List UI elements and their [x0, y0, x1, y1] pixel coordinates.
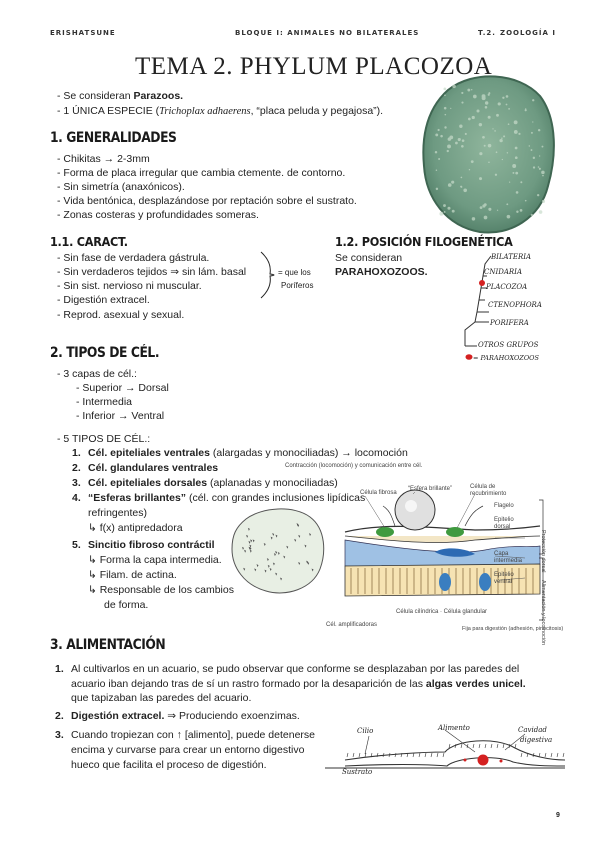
list-item: - Sin fase de verdadera gástrula.: [57, 252, 210, 264]
figure-label: Cilio: [357, 727, 374, 735]
diagram-label: Flagelo: [494, 503, 514, 509]
list-item: - Sin sist. nervioso ni muscular.: [57, 280, 202, 292]
list-item: - Vida bentónica, desplazándose por reptación sobre el sustrato.: [57, 195, 357, 207]
diagram-label: Célula de recubrimiento: [470, 484, 507, 497]
cell-type-desc: refringentes): [88, 507, 147, 519]
intro-text: - 1 ÚNICA ESPECIE (: [57, 105, 160, 117]
section-heading-caract: 1.1. CARACT.: [50, 234, 128, 249]
cell-type: “Esferas brillantes”: [88, 492, 187, 504]
diagram-label: Fija para digestión (adhesión, pinocitosis): [462, 626, 564, 632]
marker-icon: [466, 354, 473, 360]
paragraph-text: encima y curvarse para crear un entorno digestivo: [71, 744, 305, 756]
list-item: - Intermedia: [76, 396, 133, 408]
diagram-label: Epitelio ventral: [494, 572, 514, 585]
paragraph-text: que tapizaban las paredes del acuario.: [71, 692, 252, 704]
paragraph-text: acuario iban dejando tras de sí un rastro formado por la desaparición de las: [71, 678, 426, 690]
tree-label: CTENOPHORA: [488, 301, 542, 309]
brace-note: = que los: [278, 268, 311, 277]
diagram-label: Célula fibrosa: [360, 490, 397, 496]
trichoplax-sketch: [228, 505, 328, 597]
diagram-label: Alimentación y locomoción: [540, 580, 546, 646]
paragraph-text: Cuando tropiezan con ↑ [alimento], puede detenerse: [71, 729, 315, 741]
list-item: - 5 TIPOS DE CÉL.:: [57, 433, 151, 445]
list-item: - Digestión extracel.: [57, 294, 150, 306]
cell-type: Cél. glandulares ventrales: [88, 462, 219, 474]
diagram-label: “Esfera brillante”: [408, 486, 453, 492]
sub-item: ↳ f(x) antipredadora: [88, 522, 183, 534]
tree-label: OTROS GRUPOS: [478, 341, 539, 349]
paragraph-bold: algas verdes unicel.: [425, 678, 526, 690]
intro-parazoos: Parazoos.: [133, 90, 184, 102]
diagram-label: Cél. amplificadoras: [326, 622, 378, 628]
diagram-label: Célula cilíndrica · Célula glandular: [396, 609, 488, 615]
sub-item: de forma.: [104, 599, 149, 611]
section-heading-generalidades: 1. GENERALIDADES: [50, 130, 177, 146]
intro-text: - Se consideran: [57, 90, 134, 102]
tree-label: BILATERIA: [491, 253, 532, 261]
cell-type: Cél. epiteliales dorsales: [88, 477, 208, 489]
header-block: BLOQUE I: ANIMALES NO BILATERALES: [235, 29, 420, 37]
cell-type: Sincitio fibroso contráctil: [88, 539, 215, 551]
diagram-label: Protección dorsal: [540, 530, 546, 573]
intro-text: , “placa peluda y pegajosa”).: [250, 105, 384, 117]
list-item: - Reprod. asexual y sexual.: [57, 309, 185, 321]
sub-item: ↳ Forma la capa intermedia.: [88, 554, 222, 566]
header-subject: ZOOLOGÍA I: [500, 29, 556, 37]
list-item: - 3 capas de cél.:: [57, 368, 137, 380]
page-title: TEMA 2. PHYLUM PLACOZOA: [135, 53, 493, 80]
trichoplax-photo: [418, 68, 558, 238]
list-item: - Inferior → Ventral: [76, 410, 165, 422]
tree-label: PORIFERA: [490, 319, 529, 327]
diagram-label: Contracción (locomoción) y comunicación entre cél.: [285, 463, 423, 469]
species-name: Trichoplax adhaerens: [159, 106, 251, 117]
figure-label: Alimento: [438, 724, 470, 732]
phylo-text: Se consideran: [335, 252, 403, 264]
tree-label: CNIDARIA: [484, 268, 523, 276]
header-topic: T.2.: [478, 29, 496, 37]
paragraph-bold: Digestión extracel.: [71, 710, 165, 722]
section-heading-tipos: 2. TIPOS DE CÉL.: [50, 345, 160, 361]
list-item: - Sin simetría (anaxónicos).: [57, 181, 185, 193]
food-icon: [478, 755, 489, 766]
header-author: ERISHATSUNE: [50, 29, 116, 37]
paragraph-text: hueco que facilita el proceso de digestión.: [71, 759, 267, 771]
page-number: 9: [556, 812, 560, 819]
cell-type-desc: (alargadas y monociliadas) → locomoción: [209, 447, 408, 459]
paragraph-text: ⇒ Produciendo exoenzimas.: [164, 710, 300, 722]
cell-type-desc: (cél. con grandes inclusiones lipídicas: [186, 492, 366, 504]
figure-label: Cavidad: [518, 726, 547, 734]
tree-legend: = PARAHOXOZOOS: [473, 354, 539, 362]
list-item: - Superior → Dorsal: [76, 382, 169, 394]
marker-icon: [479, 280, 485, 286]
brace-icon: [258, 250, 280, 300]
list-item: - Sin verdaderos tejidos ⇒ sin lám. basal: [57, 266, 247, 278]
brace-note: Poríferos: [281, 281, 314, 290]
diagram-label: Epitelio dorsal: [494, 517, 514, 530]
diagram-label: Capa intermedia: [494, 551, 523, 564]
tree-label: PLACOZOA: [486, 283, 528, 291]
section-heading-alimentacion: 3. ALIMENTACIÓN: [50, 637, 166, 653]
cell-type: Cél. epiteliales ventrales: [88, 447, 210, 459]
figure-label: Sustrato: [342, 768, 373, 776]
phylo-parahoxozoos: PARAHOXOZOOS.: [335, 266, 428, 278]
list-item: - Zonas costeras y profundidades someras.: [57, 209, 259, 221]
section-heading-filogenetica: 1.2. POSICIÓN FILOGENÉTICA: [335, 234, 513, 249]
list-item: - Chikitas → 2-3mm: [57, 153, 150, 165]
cell-type-desc: (aplanadas y monociliadas): [207, 477, 338, 489]
paragraph-text: Al cultivarlos en un acuario, se pudo observar que conforme se desplazaban por las paredes del: [71, 663, 520, 675]
sub-item: ↳ Responsable de los cambios: [88, 584, 234, 596]
list-item: - Forma de placa irregular que cambia ctemente. de contorno.: [57, 167, 346, 179]
sub-item: ↳ Filam. de actina.: [88, 569, 177, 581]
figure-label: digestiva: [520, 736, 553, 744]
